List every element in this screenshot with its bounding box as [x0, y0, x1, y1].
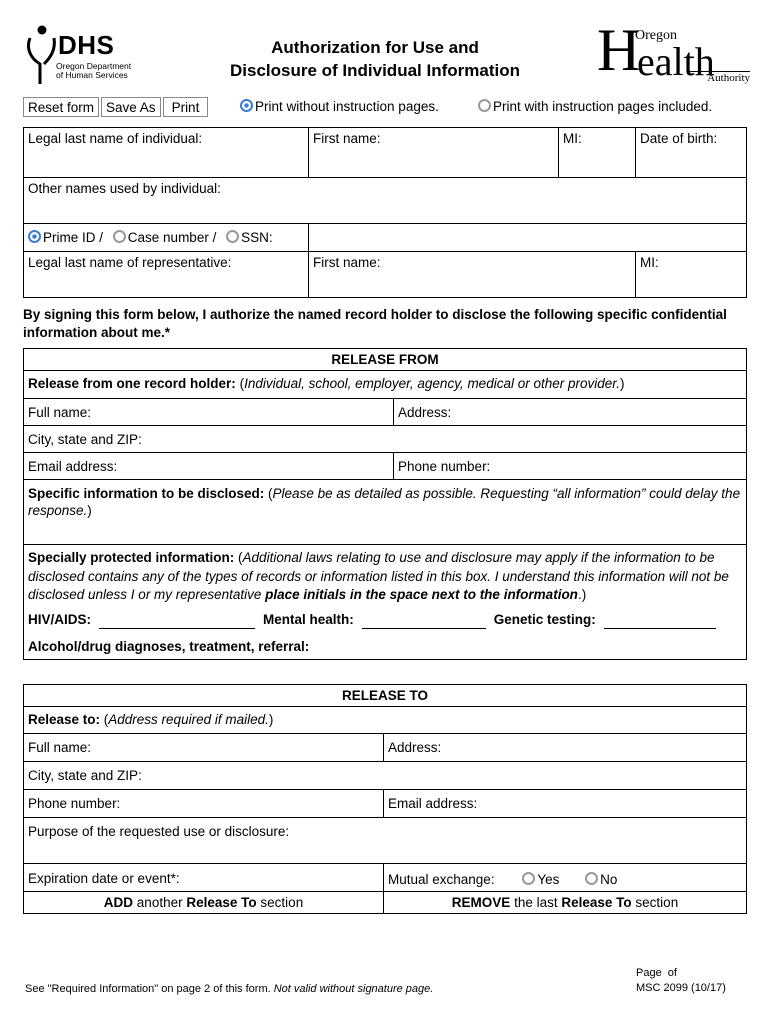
dhs-logo-subtitle: Oregon Department of Human Services	[56, 61, 132, 80]
mutual-no-option[interactable]: No	[585, 872, 617, 887]
mi-field[interactable]: MI:	[559, 128, 636, 178]
from-email-field[interactable]: Email address:	[24, 453, 394, 480]
initials-row: HIV/AIDS: Mental health: Genetic testing:	[28, 611, 742, 630]
authorization-statement: By signing this form below, I authorize the named record holder to disclose the following specific confidential information about me.*	[23, 307, 727, 340]
case-number-option[interactable]: Case number /	[113, 230, 217, 245]
id-number-input[interactable]	[309, 224, 747, 252]
radio-selected-icon[interactable]	[240, 99, 253, 112]
footer-note: See "Required Information" on page 2 of this form. Not valid without signature page.	[25, 983, 434, 995]
to-address-field[interactable]: Address:	[384, 734, 747, 762]
release-to-table	[23, 684, 747, 914]
rep-last-name-field[interactable]: Legal last name of representative:	[24, 252, 309, 298]
dhs-logo	[24, 24, 154, 86]
from-city-field[interactable]: City, state and ZIP:	[24, 426, 747, 453]
dhs-logo-text: DHS	[58, 30, 115, 60]
from-phone-field[interactable]: Phone number:	[394, 453, 747, 480]
ssn-option[interactable]: SSN:	[226, 230, 273, 245]
other-names-field[interactable]: Other names used by individual:	[24, 178, 747, 224]
release-to-intro: Release to: (Address required if mailed.)	[24, 707, 747, 734]
purpose-field[interactable]: Purpose of the requested use or disclosure:	[24, 818, 747, 864]
genetic-initials-input[interactable]	[604, 612, 716, 629]
to-phone-field[interactable]: Phone number:	[24, 790, 384, 818]
protected-info-section	[24, 545, 747, 660]
from-address-field[interactable]: Address:	[394, 399, 747, 426]
dhs-figure-icon	[24, 24, 58, 86]
page-number: Page of	[636, 967, 677, 979]
remove-release-to-button[interactable]: REMOVE the last Release To section	[384, 892, 747, 914]
expiration-field[interactable]: Expiration date or event*:	[24, 864, 384, 892]
specific-info-field[interactable]: Specific information to be disclosed: (Please be as detailed as possible. Requesting “all information” could delay the response.)	[24, 480, 747, 545]
first-name-field[interactable]: First name:	[309, 128, 559, 178]
mental-health-initials-input[interactable]	[362, 612, 486, 629]
print-with-option[interactable]: Print with instruction pages included.	[478, 99, 712, 114]
page-title: Authorization for Use and Disclosure of Individual Information	[230, 38, 520, 80]
to-full-name-field[interactable]: Full name:	[24, 734, 384, 762]
hiv-initials-input[interactable]	[99, 612, 255, 629]
mutual-exchange: Mutual exchange: Yes No	[384, 864, 747, 892]
prime-id-option[interactable]: Prime ID /	[28, 230, 103, 245]
mutual-yes-option[interactable]: Yes	[522, 872, 559, 887]
release-from-heading: RELEASE FROM	[24, 349, 747, 371]
radio-icon[interactable]	[478, 99, 491, 112]
from-full-name-field[interactable]: Full name:	[24, 399, 394, 426]
individual-info-table	[23, 127, 747, 298]
form-number: MSC 2099 (10/17)	[636, 982, 726, 994]
release-from-table	[23, 348, 747, 660]
rep-first-name-field[interactable]: First name:	[309, 252, 636, 298]
print-without-option[interactable]: Print without instruction pages.	[240, 99, 439, 114]
protected-info-text: Specially protected information: (Additional laws relating to use and disclosure may apply if the information to be disclosed contains any of the types of records or information listed in this box. I understand this information will not be disclosed unless I or my representative place initials in the space next to the information.)	[28, 550, 729, 602]
release-to-heading: RELEASE TO	[24, 685, 747, 707]
oha-logo: H Oregon ealth Authority	[597, 17, 750, 84]
release-from-intro: Release from one record holder: (Individual, school, employer, agency, medical or other provider.)	[24, 371, 747, 399]
add-release-to-button[interactable]: ADD another Release To section	[24, 892, 384, 914]
dob-field[interactable]: Date of birth:	[636, 128, 747, 178]
to-city-field[interactable]: City, state and ZIP:	[24, 762, 747, 790]
rep-mi-field[interactable]: MI:	[636, 252, 747, 298]
toolbar	[23, 97, 208, 117]
to-email-field[interactable]: Email address:	[384, 790, 747, 818]
print-button[interactable]: Print	[163, 97, 209, 117]
id-type-options	[24, 224, 309, 252]
alcohol-drug-label[interactable]: Alcohol/drug diagnoses, treatment, referral:	[28, 639, 310, 654]
save-as-button[interactable]: Save As	[101, 97, 161, 117]
footer-page-info	[636, 966, 726, 996]
reset-form-button[interactable]: Reset form	[23, 97, 99, 117]
last-name-field[interactable]: Legal last name of individual:	[24, 128, 309, 178]
